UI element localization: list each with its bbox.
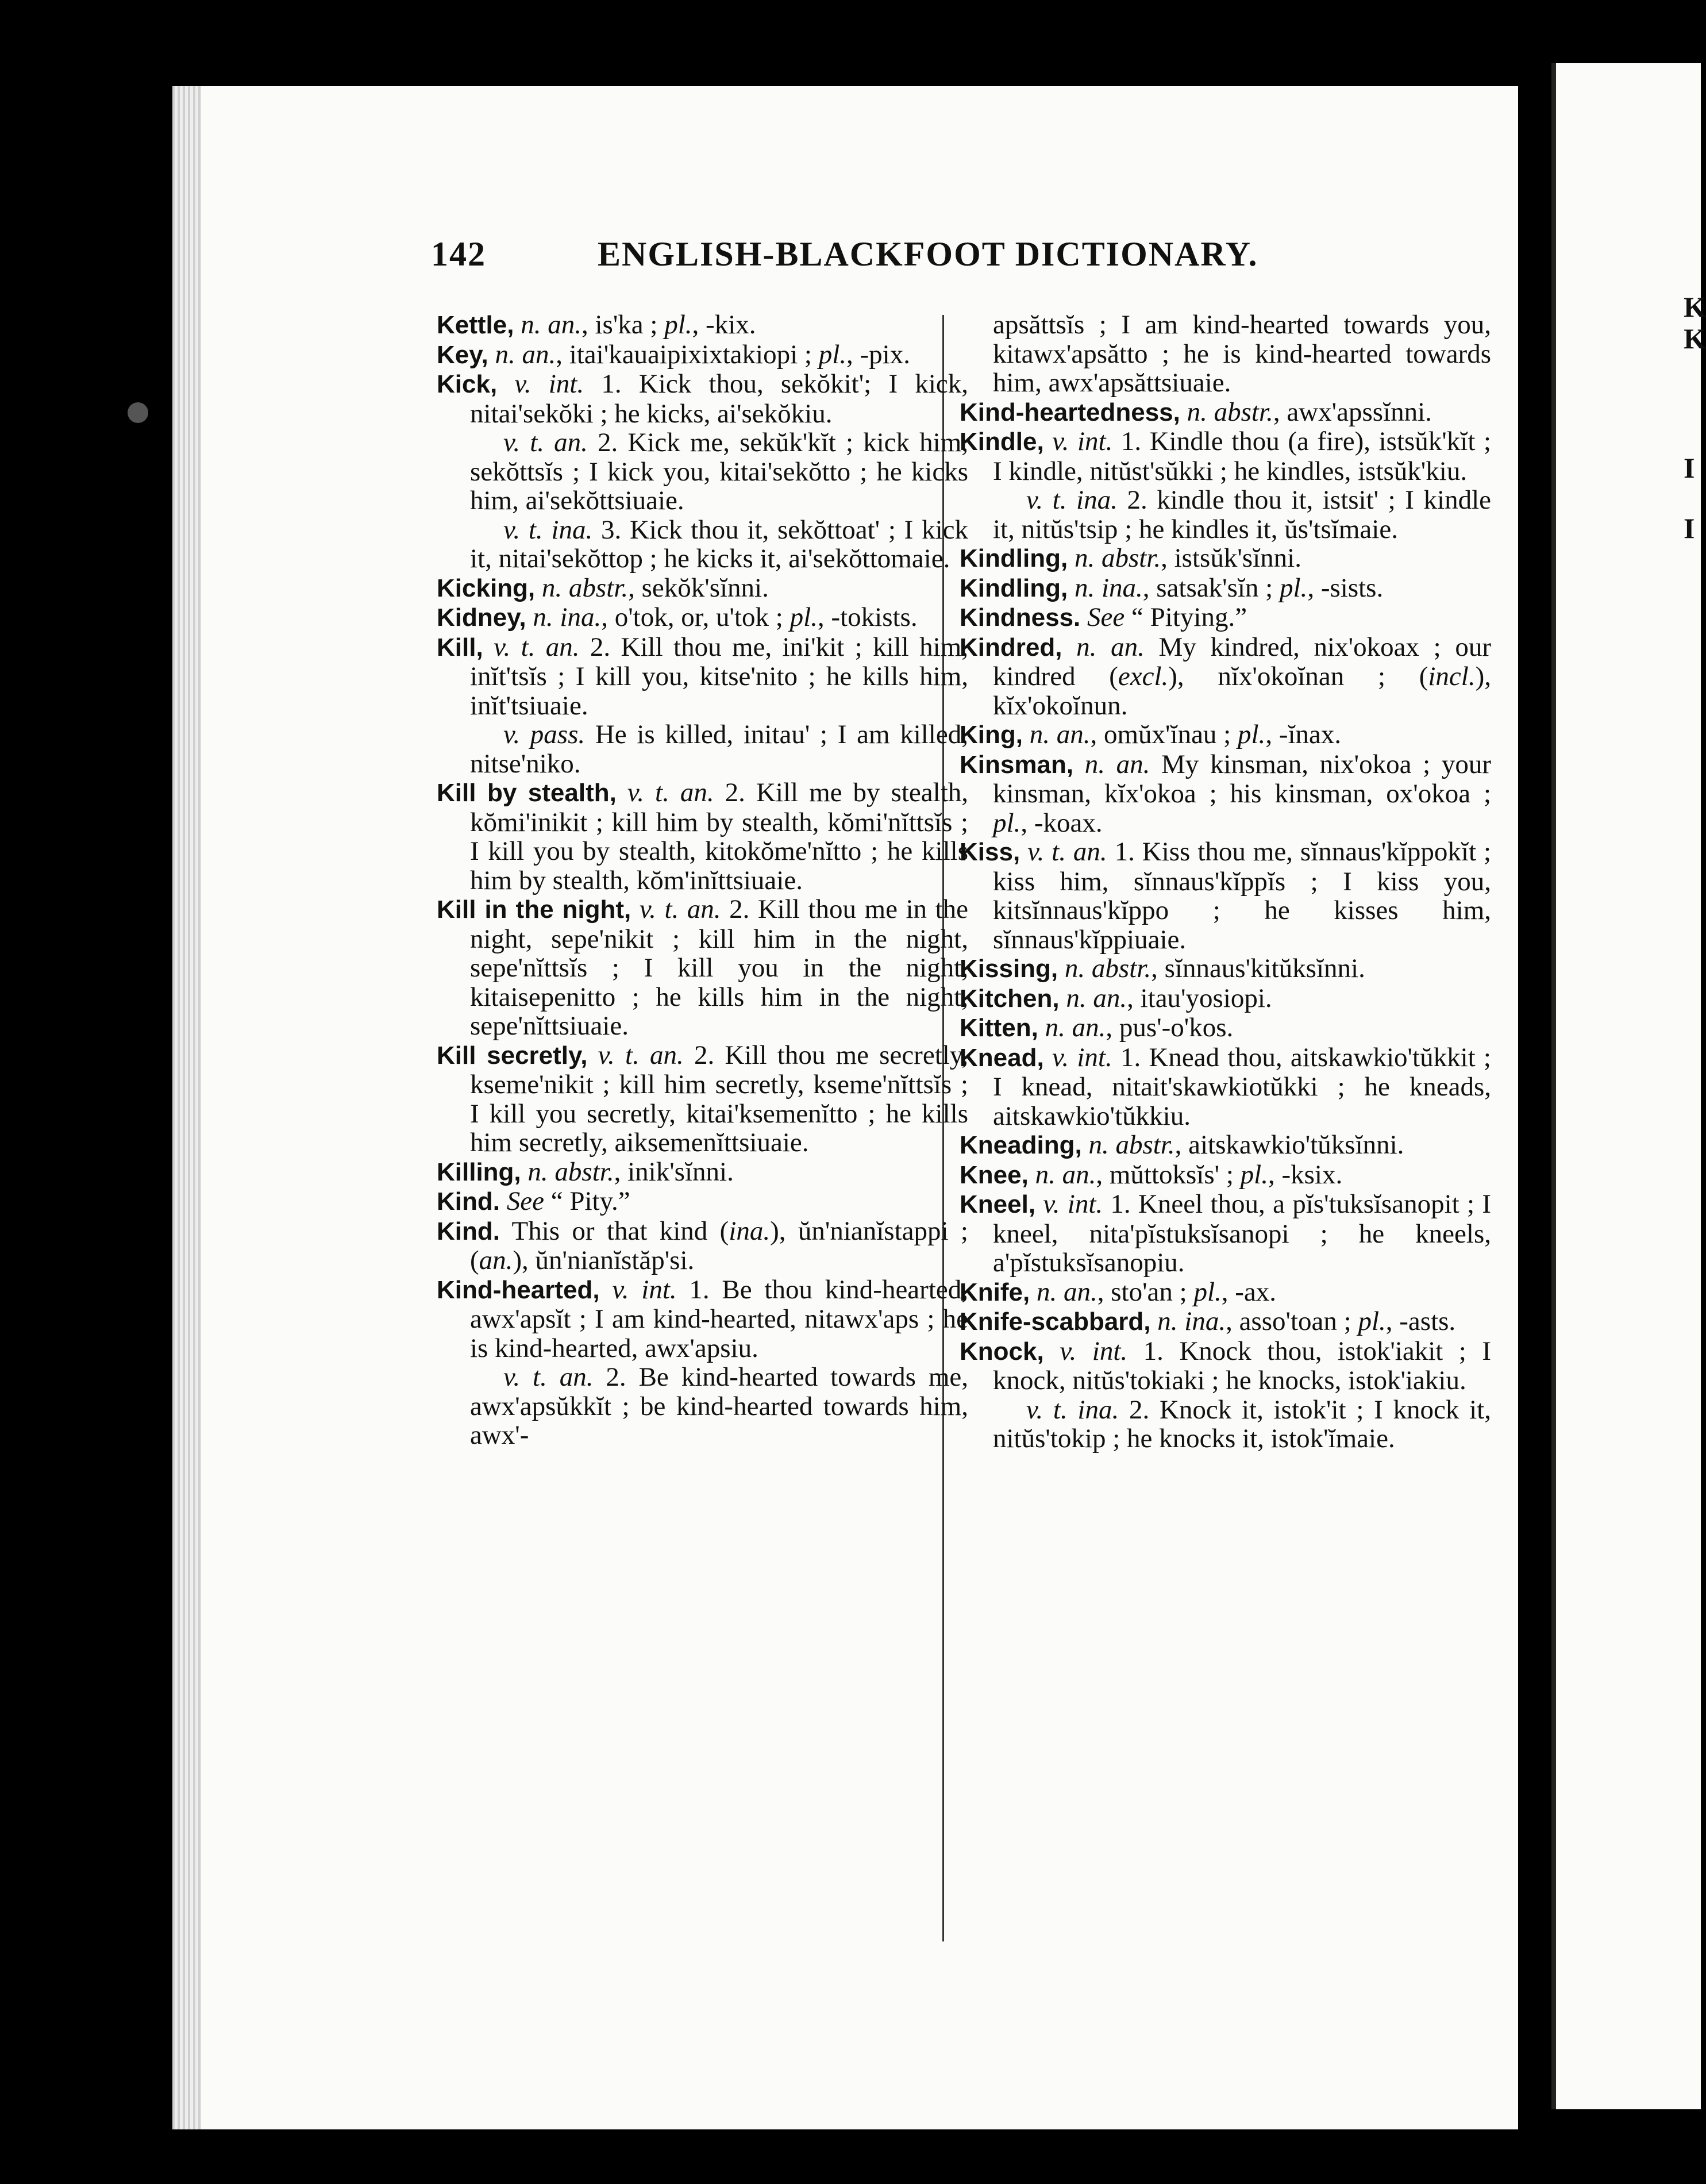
headword: Kind-heartedness,: [960, 398, 1180, 426]
definition-text: , -koax.: [1020, 808, 1103, 838]
ink-blot: [128, 402, 148, 423]
headword: Kitchen,: [960, 984, 1060, 1013]
grammar-label: n. ina.: [1074, 572, 1143, 603]
headword: Kinsman,: [960, 750, 1074, 779]
grammar-label: n. an.: [521, 310, 581, 340]
dictionary-entry: [960, 1131, 1491, 1160]
definition-text: [1062, 632, 1076, 662]
headword: Kissing,: [960, 955, 1058, 983]
grammar-label: ina.: [729, 1216, 771, 1246]
definition-text: 2. Knock it, istok'it ; I knock it, nitŭs'tokip ; he knocks it, istok'ĭmaie.: [993, 1394, 1491, 1454]
definition-text: [526, 602, 533, 632]
definition-text: , awx'apssĭnni.: [1273, 397, 1432, 427]
headword: Kneel,: [960, 1190, 1036, 1218]
definition-text: , -ĭnax.: [1265, 720, 1342, 749]
headword: Kidney,: [437, 603, 526, 632]
dictionary-entry: [437, 633, 968, 721]
dictionary-entry: [437, 895, 968, 1041]
grammar-label: pl.: [818, 339, 846, 370]
definition-text: [1068, 543, 1075, 573]
definition-text: 2. kindle thou it, istsit' ; I kindle it, nitŭs'tsip ; he kindles it, ŭs'tsĭmaie.: [993, 485, 1491, 544]
dictionary-entry: [960, 837, 1491, 954]
headword: Kind-hearted,: [437, 1275, 600, 1304]
definition-text: He is killed, initau' ; I am killed, nitse'niko.: [470, 720, 968, 779]
entry-subsense: [960, 1395, 1491, 1454]
grammar-label: pl.: [1240, 1159, 1268, 1190]
definition-text: , mŭttoksĭs' ;: [1096, 1159, 1241, 1190]
headword: Kitten,: [960, 1014, 1038, 1042]
definition-text: ), ŭn'nianĭstăp'si.: [513, 1245, 695, 1275]
headword: Kindling,: [960, 544, 1068, 572]
headword: Knife-scabbard,: [960, 1308, 1151, 1336]
definition-text: , aitskawkio'tŭksĭnni.: [1174, 1130, 1404, 1160]
definition-text: , sĭnnaus'kitŭksĭnni.: [1151, 953, 1365, 983]
definition-text: , -pix.: [846, 339, 910, 370]
definition-text: [1058, 953, 1065, 983]
facing-page-edge: [1551, 63, 1701, 2109]
grammar-label: pl.: [1280, 572, 1308, 603]
page-edge-stack: [172, 86, 201, 2129]
grammar-label: excl.: [1118, 662, 1169, 691]
dictionary-entry: [437, 1158, 968, 1187]
grammar-label: v. int.: [1052, 426, 1113, 456]
definition-text: , -tokists.: [817, 602, 918, 632]
dictionary-entry: [960, 1013, 1491, 1043]
definition-text: 2. Kill thou me, ini'kit ; kill him, inĭt'tsĭs ; I kill you, kitse'nito ; he kills him, inĭt'tsiuaie.: [470, 632, 968, 721]
definition-text: [1068, 573, 1075, 603]
grammar-label: v. t. ina.: [503, 514, 593, 545]
dictionary-entry: [960, 1160, 1491, 1190]
dictionary-entry: [960, 1278, 1491, 1308]
margin-fragment: K: [1684, 322, 1706, 355]
definition-text: ), ŭn'nianĭstappi ; (: [470, 1216, 968, 1275]
entry-subsense: [437, 516, 968, 574]
grammar-label: n. abstr.: [527, 1156, 614, 1187]
definition-text: “ Pitying.”: [1125, 602, 1247, 632]
headword: Kill in the night,: [437, 895, 631, 924]
definition-text: 1. Kiss thou me, sĭnnaus'kĭppokĭt ; kiss him, sĭnnaus'kĭppĭs ; I kiss you, kitsĭnnaus'kĭppo ; he kisses him, sĭnnaus'kĭppiuaie.: [993, 837, 1491, 955]
grammar-label: n. an.: [1035, 1159, 1096, 1190]
right-column: [960, 310, 1491, 1454]
definition-text: [500, 1186, 507, 1216]
definition-text: [483, 632, 494, 662]
entry-subsense: [437, 720, 968, 778]
definition-text: , pus'-o'kos.: [1106, 1013, 1234, 1043]
headword: Kill by stealth,: [437, 779, 617, 807]
grammar-label: v. int.: [514, 369, 584, 399]
definition-text: [1023, 720, 1030, 749]
grammar-label: incl.: [1428, 662, 1476, 691]
definition-text: [1035, 1189, 1043, 1219]
grammar-label: pl.: [1238, 720, 1266, 749]
dictionary-entry: [960, 603, 1491, 633]
definition-text: [587, 1040, 598, 1070]
grammar-label: n. an.: [1084, 749, 1150, 779]
page-number: 142: [431, 235, 486, 273]
definition-text: , omŭx'ĭnau ;: [1090, 720, 1238, 749]
definition-text: , sto'an ;: [1097, 1276, 1194, 1307]
headword: Knife,: [960, 1278, 1030, 1306]
dictionary-entry: [437, 340, 968, 370]
dictionary-entry: [960, 633, 1491, 721]
grammar-label: v. int.: [1052, 1042, 1112, 1072]
page-header: [431, 234, 1270, 274]
dictionary-entry: [437, 778, 968, 895]
definition-text: 1. Knead thou, aitskawkio'tŭkkit ; I knead, nitait'skawkiotŭkki ; he kneads, aitskawkio'tŭkkiu.: [993, 1042, 1491, 1131]
definition-text: [1151, 1306, 1158, 1336]
book-spine-shadow: [0, 0, 172, 2184]
dictionary-entry: [437, 1275, 968, 1363]
headword: Kicking,: [437, 574, 536, 602]
grammar-label: an.: [479, 1245, 513, 1275]
definition-text: , inik'sĭnni.: [614, 1156, 734, 1187]
dictionary-entry: [960, 720, 1491, 750]
headword: Kick,: [437, 370, 498, 398]
headword: Kindred,: [960, 633, 1062, 662]
definition-text: [1082, 1130, 1089, 1160]
grammar-label: pl.: [664, 310, 692, 340]
definition-text: , -ksix.: [1268, 1159, 1343, 1190]
definition-text: [1020, 837, 1027, 867]
grammar-label: v. int.: [1043, 1189, 1103, 1219]
definition-text: [631, 894, 640, 924]
definition-text: [488, 340, 495, 370]
dictionary-entry: [960, 954, 1491, 984]
definition-text: 2. Kick me, sekŭk'kĭt ; kick him, sekŏttsĭs ; I kick you, kitai'sekŏtto ; he kicks him, ai'sekŏttsiuaie.: [470, 428, 969, 516]
dictionary-entry: [437, 574, 968, 603]
grammar-label: v. int.: [612, 1274, 677, 1305]
definition-text: , itau'yosiopi.: [1127, 983, 1272, 1013]
grammar-label: v. pass.: [503, 720, 586, 749]
definition-text: 2. Kill me by stealth, kŏmi'inikit ; kill him by stealth, kŏmi'nĭttsĭs ; I kill you by stealth, kitokŏme'nĭtto ; he kills him by stealth, kŏm'inĭttsiuaie.: [470, 778, 969, 895]
headword: Kettle,: [437, 311, 514, 339]
definition-text: 1. Kneel thou, a pĭs'tuksĭsanopit ; I kneel, nita'pĭstuksĭsanopi ; he kneels, a'pĭstuksĭsanopiu.: [993, 1189, 1491, 1278]
definition-text: , is'ka ;: [581, 310, 665, 340]
grammar-label: v. t. an.: [1027, 837, 1107, 867]
grammar-label: v. t. an.: [639, 894, 721, 924]
grammar-label: n. ina.: [1157, 1306, 1226, 1336]
dictionary-entry: [960, 427, 1491, 486]
definition-text: [600, 1275, 613, 1305]
dictionary-entry: [960, 1190, 1491, 1278]
headword: Kiss,: [960, 838, 1020, 866]
grammar-label: n. an.: [1076, 632, 1145, 662]
definition-text: [1044, 1043, 1052, 1072]
margin-fragment: I: [1684, 452, 1695, 484]
definition-text: [617, 778, 627, 808]
definition-text: [1180, 397, 1187, 427]
definition-text: [1044, 426, 1053, 456]
entry-subsense: [437, 1363, 968, 1450]
definition-text: , sekŏk'sĭnni.: [628, 572, 769, 603]
headword: Knee,: [960, 1160, 1029, 1189]
definition-text: My kinsman, nix'okoa ; your kinsman, kĭx'okoa ; his kinsman, ox'okoa ;: [993, 749, 1492, 809]
definition-text: 3. Kick thou it, sekŏttoat' ; I kick it, nitai'sekŏttop ; he kicks it, ai'sekŏttomaie.: [470, 514, 968, 574]
grammar-label: v. t. ina.: [1026, 1394, 1119, 1425]
definition-text: , itai'kauaipixixtakiopi ;: [556, 339, 819, 370]
definition-text: [1030, 1277, 1037, 1307]
definition-text: apsăttsĭs ; I am kind-hearted towards you, kitawx'apsătto ; he is kind-hearted towards him, awx'apsăttsiuaie.: [993, 310, 1491, 398]
headword: Killing,: [437, 1158, 521, 1186]
left-column: [437, 310, 968, 1450]
headword: Kindness.: [960, 603, 1081, 632]
dictionary-entry: [437, 603, 968, 633]
definition-text: , -ax.: [1221, 1276, 1277, 1307]
grammar-label: pl.: [993, 808, 1021, 838]
grammar-label: n. an.: [1036, 1276, 1097, 1307]
grammar-label: n. ina.: [533, 602, 602, 632]
grammar-label: See: [1087, 602, 1125, 632]
dictionary-entry: [960, 984, 1491, 1014]
definition-text: [1080, 602, 1087, 632]
dictionary-entry: [960, 574, 1491, 603]
grammar-label: pl.: [1358, 1306, 1386, 1336]
margin-fragment: K: [1684, 291, 1706, 323]
dictionary-entry: [960, 398, 1491, 428]
definition-text: , o'tok, or, u'tok ;: [601, 602, 790, 632]
definition-text: , -sists.: [1307, 572, 1384, 603]
grammar-label: See: [506, 1186, 544, 1216]
dictionary-entry: [437, 1041, 968, 1158]
entry-subsense: [960, 486, 1491, 544]
definition-text: [1038, 1013, 1045, 1043]
definition-text: , istsŭk'sĭnni.: [1161, 543, 1301, 573]
grammar-label: v. t. an.: [494, 632, 580, 662]
grammar-label: n. abstr.: [1074, 543, 1161, 573]
headword: Kind.: [437, 1217, 500, 1245]
grammar-label: n. abstr.: [541, 572, 629, 603]
definition-text: My kindred, nix'okoax ; our kindred (: [993, 632, 1492, 691]
definition-text: [497, 369, 514, 399]
definition-text: 2. Be kind-hearted towards me, awx'apsŭkkĭt ; be kind-hearted towards him, awx'-: [470, 1362, 969, 1450]
definition-text: ), kĭx'okoĭnun.: [993, 662, 1491, 721]
grammar-label: n. abstr.: [1187, 397, 1273, 427]
definition-text: 1. Knock thou, istok'iakit ; I knock, nitŭs'tokiaki ; he knocks, istok'iakiu.: [993, 1336, 1491, 1395]
dictionary-entry: [960, 1043, 1491, 1131]
headword: Kind.: [437, 1187, 500, 1216]
headword: Kneading,: [960, 1131, 1082, 1159]
definition-text: 1. Kick thou, sekŏkit'; I kick, nitai'sekŏki ; he kicks, ai'sekŏkiu.: [470, 369, 968, 429]
grammar-label: pl.: [790, 602, 818, 632]
headword: Kindle,: [960, 428, 1044, 456]
dictionary-entry: [437, 1217, 968, 1275]
definition-text: “ Pity.”: [544, 1186, 630, 1216]
headword: Key,: [437, 340, 488, 369]
grammar-label: v. t. an.: [598, 1040, 684, 1070]
headword: Kill secretly,: [437, 1041, 588, 1070]
grammar-label: n. an.: [1066, 983, 1127, 1013]
definition-text: ), nĭx'okoĭnan ; (: [1168, 662, 1428, 691]
margin-fragment: I: [1684, 512, 1695, 544]
dictionary-entry: [960, 544, 1491, 574]
grammar-label: v. t. an.: [503, 1362, 594, 1392]
grammar-label: v. int.: [1060, 1336, 1128, 1366]
dictionary-entry: [960, 1307, 1491, 1337]
dictionary-entry: [437, 1187, 968, 1217]
definition-text: [1073, 749, 1085, 779]
dictionary-entry: [437, 370, 968, 428]
grammar-label: v. t. ina.: [1026, 485, 1118, 515]
headword: King,: [960, 721, 1023, 749]
grammar-label: pl.: [1193, 1276, 1222, 1307]
definition-text: [521, 1157, 528, 1187]
grammar-label: v. t. an.: [627, 778, 714, 808]
dictionary-entry: [437, 310, 968, 340]
definition-text: [1029, 1160, 1035, 1190]
definition-text: [514, 310, 521, 340]
entry-subsense: [437, 428, 968, 516]
headword: Knock,: [960, 1337, 1044, 1366]
definition-text: 2. Kill thou me in the night, sepe'nikit ; kill him in the night, sepe'nĭttsĭs ; I kill you in the night, kitaisepenitto ; he kills him in the night, sepe'nĭttsiuaie.: [470, 894, 969, 1041]
definition-text: , asso'toan ;: [1226, 1306, 1358, 1336]
entry-continuation: [960, 310, 1491, 398]
definition-text: [535, 573, 542, 603]
definition-text: , -asts.: [1385, 1306, 1456, 1336]
definition-text: , satsak'sĭn ;: [1142, 572, 1280, 603]
definition-text: [1044, 1336, 1060, 1366]
definition-text: [1060, 983, 1066, 1013]
grammar-label: n. an.: [1045, 1013, 1106, 1043]
running-title: ENGLISH-BLACKFOOT DICTIONARY.: [598, 235, 1258, 273]
grammar-label: n. abstr.: [1064, 953, 1152, 983]
grammar-label: v. t. an.: [503, 428, 588, 457]
grammar-label: n. abstr.: [1088, 1130, 1175, 1160]
definition-text: 1. Kindle thou (a fire), istsŭk'kĭt ; I kindle, nitŭst'sŭkki ; he kindles, istsŭk'kiu.: [993, 426, 1492, 486]
grammar-label: n. an.: [1029, 720, 1091, 749]
headword: Kindling,: [960, 574, 1068, 602]
headword: Kill,: [437, 633, 483, 662]
definition-text: 2. Kill thou me secretly, kseme'nikit ; kill him secretly, kseme'nĭttsĭs ; I kill you secretly, kitai'ksemenĭtto ; he kills him secretly, aiksemenĭttsiuaie.: [470, 1040, 969, 1158]
definition-text: This or that kind (: [499, 1216, 729, 1246]
grammar-label: n. an.: [495, 339, 556, 370]
headword: Knead,: [960, 1043, 1044, 1072]
dictionary-entry: [960, 1337, 1491, 1395]
dictionary-entry: [960, 750, 1491, 838]
definition-text: , -kix.: [692, 310, 756, 340]
definition-text: 1. Be thou kind-hearted, awx'apsĭt ; I am kind-hearted, nitawx'aps ; he is kind-hearted, awx'apsiu.: [470, 1274, 968, 1363]
